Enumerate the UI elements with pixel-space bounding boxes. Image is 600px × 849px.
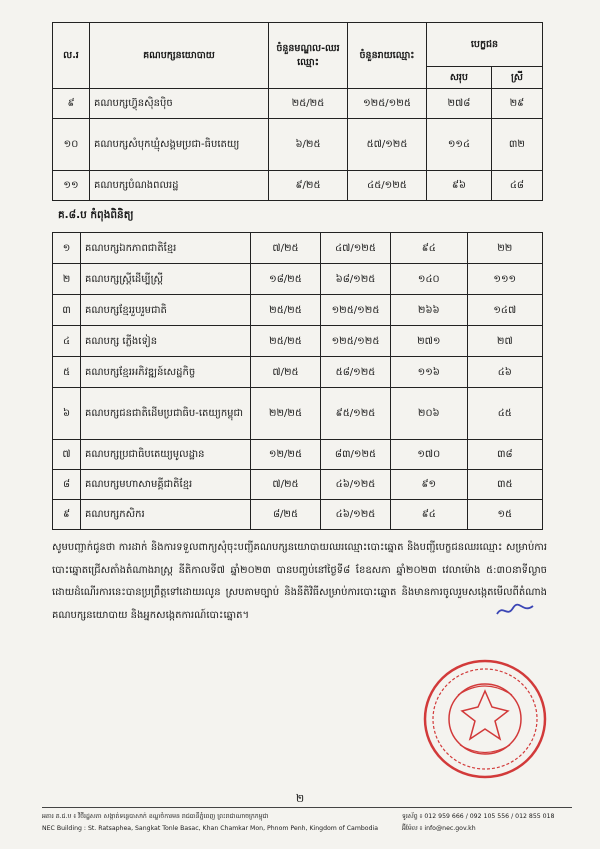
cell-female: ៤៥ xyxy=(467,388,542,440)
cell-no: ៩ xyxy=(53,89,90,119)
cell-female: ២៩ xyxy=(491,89,542,119)
cell-names: ៤៥/១២៥ xyxy=(348,171,427,201)
cell-total: ១៤០ xyxy=(391,264,468,295)
cell-total: ២៧៨ xyxy=(427,89,492,119)
cell-no: ១១ xyxy=(53,171,90,201)
cell-provinces: ២៥/២៥ xyxy=(269,89,348,119)
cell-female: ១១១ xyxy=(467,264,542,295)
cell-provinces: ៦/២៥ xyxy=(269,119,348,171)
table-row xyxy=(53,233,543,264)
cell-provinces: ៧/២៥ xyxy=(251,470,321,500)
footer-email: អ៊ីម៉ែល ៖ info@nec.gov.kh xyxy=(402,825,476,832)
cell-provinces: ២៥/២៥ xyxy=(251,326,321,357)
cell-names: ៥៧/១២៥ xyxy=(348,119,427,171)
table-row xyxy=(53,500,543,530)
table-row xyxy=(53,119,543,171)
footer-address-en: NEC Building : St. Ratsaphea, Sangkat Tonle Basac, Khan Chamkar Mon, Phnom Penh, Kingdom of Cambodia xyxy=(42,825,379,832)
cell-party: គណបក្សបំណងពលរដ្ឋ xyxy=(90,171,269,201)
cell-party: គណបក្សហ៊្វុនស៊ិនប៉ិច xyxy=(90,89,269,119)
candidates-table-approved xyxy=(52,22,543,201)
cell-names: ៤៦/១២៥ xyxy=(321,470,391,500)
cell-no: ៤ xyxy=(53,326,81,357)
cell-no: ១ xyxy=(53,233,81,264)
cell-female: ៣៥ xyxy=(467,470,542,500)
cell-female: ៤៨ xyxy=(491,171,542,201)
table-row xyxy=(53,440,543,470)
cell-names: ៦៨/១២៥ xyxy=(321,264,391,295)
header-no: ល.រ xyxy=(53,23,90,89)
cell-no: ៧ xyxy=(53,440,81,470)
cell-party: គណបក្សមហាសាមគ្គីជាតិខ្មែរ xyxy=(81,470,251,500)
footer-contact xyxy=(402,811,572,835)
header-provinces: ចំនួនមណ្ឌល-ឈរឈ្មោះ xyxy=(269,23,348,89)
cell-total: ២៦៦ xyxy=(391,295,468,326)
table-row xyxy=(53,326,543,357)
footer-address xyxy=(42,811,402,835)
cell-provinces: ១២/២៥ xyxy=(251,440,321,470)
header-names: ចំនួនរាយឈ្មោះ xyxy=(348,23,427,89)
cell-party: គណបក្សខ្មែរអភិវឌ្ឍន៍សេដ្ឋកិច្ច xyxy=(81,357,251,388)
table-row xyxy=(53,388,543,440)
cell-no: ២ xyxy=(53,264,81,295)
cell-no: ៣ xyxy=(53,295,81,326)
cell-provinces: ២២/២៥ xyxy=(251,388,321,440)
cell-names: ៩៥/១២៥ xyxy=(321,388,391,440)
cell-no: ១០ xyxy=(53,119,90,171)
candidates-table-reviewing xyxy=(52,232,543,530)
cell-party: គណបក្ស ភ្លើងទៀន xyxy=(81,326,251,357)
cell-names: ១២៥/១២៥ xyxy=(348,89,427,119)
cell-provinces: ២៥/២៥ xyxy=(251,295,321,326)
cell-names: ៨៣/១២៥ xyxy=(321,440,391,470)
header-candidates: បេក្ខជន xyxy=(427,23,543,67)
footer-address-km: អគារ គ.ជ.ប ៖ វិថីរដ្ឋសភា សង្កាត់ទន្លេបាសាក់ ខណ្ឌចំការមន រាជធានីភ្នំពេញ ព្រះរាជាណាចក្រកម្ពុជា xyxy=(42,813,269,820)
cell-total: ១១៤ xyxy=(427,119,492,171)
footer xyxy=(42,807,572,844)
cell-total: ២០៦ xyxy=(391,388,468,440)
cell-party: គណបក្សឯកភាពជាតិខ្មែរ xyxy=(81,233,251,264)
cell-no: ៥ xyxy=(53,357,81,388)
cell-names: ៥៨/១២៥ xyxy=(321,357,391,388)
cell-total: ១៧០ xyxy=(391,440,468,470)
cell-provinces: ១៨/២៥ xyxy=(251,264,321,295)
cell-party: គណបក្សកសិករ xyxy=(81,500,251,530)
cell-female: ១៥ xyxy=(467,500,542,530)
cell-names: ១២៥/១២៥ xyxy=(321,295,391,326)
cell-total: ៩១ xyxy=(391,470,468,500)
cell-provinces: ៧/២៥ xyxy=(251,357,321,388)
section-title: គ.៨.ប កំពុងពិនិត្យ xyxy=(58,209,134,221)
cell-party: គណបក្សស្ត្រីដើម្បីស្ត្រី xyxy=(81,264,251,295)
cell-total: ៩៤ xyxy=(391,233,468,264)
cell-names: ៤៦/១២៥ xyxy=(321,500,391,530)
cell-provinces: ៧/២៥ xyxy=(251,233,321,264)
cell-female: ៤៦ xyxy=(467,357,542,388)
cell-party: គណបក្សជនជាតិដើមប្រជាធិប-តេយ្យកម្ពុជា xyxy=(81,388,251,440)
header-total: សរុប xyxy=(427,67,492,89)
footer-phone: ទូរស័ព្ទ ៖ 012 959 666 / 092 105 556 / 012 855 018 xyxy=(402,813,555,820)
cell-female: ២៧ xyxy=(467,326,542,357)
closing-paragraph: សូមបញ្ជាក់ជូនថា ការដាក់ និងការទទួលពាក្យសុំចុះបញ្ជីគណបក្សនយោបាយឈរឈ្មោះបោះឆ្នោត និងបញ្ជីបេក្ខជនឈរឈ្មោះ សម្រាប់ការបោះឆ្នោតជ្រើសតាំងតំណាងរាស្ត្រ នីតិកាលទី៧ ឆ្នាំ២០២៣ បានបញ្ចប់នៅថ្ងៃទី៨ ខែឧសភា ឆ្នាំ២០២៣ វេលាម៉ោង ៥:៣០នាទីល្ងាច ដោយដំណើរការនេះបានប្រព្រឹត្តទៅដោយរលូន ស្របតាមច្បាប់ និងនីតិវិធីសម្រាប់ការបោះឆ្នោត និងមានការចូលរួមសង្កេតមើលពីតំណាងគណបក្សនយោបាយ និងអ្នកសង្កេតការណ៍បោះឆ្នោត។ xyxy=(52,542,547,621)
cell-names: ១២៥/១២៥ xyxy=(321,326,391,357)
page-number: ២ xyxy=(295,792,305,805)
header-party: គណបក្សនយោបាយ xyxy=(90,23,269,89)
cell-total: ១១៦ xyxy=(391,357,468,388)
table-row xyxy=(53,357,543,388)
cell-provinces: ៩/២៥ xyxy=(269,171,348,201)
cell-party: គណបក្សសំបុកឃ្មុំសង្គមប្រជា-ធិបតេយ្យ xyxy=(90,119,269,171)
cell-no: ៦ xyxy=(53,388,81,440)
cell-female: ២២ xyxy=(467,233,542,264)
cell-party: គណបក្សប្រជាធិបតេយ្យមូលដ្ឋាន xyxy=(81,440,251,470)
cell-no: ៩ xyxy=(53,500,81,530)
cell-total: ៩៤ xyxy=(391,500,468,530)
cell-party: គណបក្សខ្មែររួបរួមជាតិ xyxy=(81,295,251,326)
signature-mark xyxy=(495,600,535,620)
cell-provinces: ៨/២៥ xyxy=(251,500,321,530)
cell-names: ៤៧/១២៥ xyxy=(321,233,391,264)
cell-total: ២៧១ xyxy=(391,326,468,357)
cell-female: ១៤៧ xyxy=(467,295,542,326)
cell-female: ៣២ xyxy=(491,119,542,171)
table-row xyxy=(53,89,543,119)
table-row xyxy=(53,264,543,295)
table-row xyxy=(53,295,543,326)
header-female: ស្រី xyxy=(491,67,542,89)
official-seal-stamp xyxy=(420,655,550,783)
cell-female: ៣៨ xyxy=(467,440,542,470)
table-row xyxy=(53,470,543,500)
cell-no: ៨ xyxy=(53,470,81,500)
table-row xyxy=(53,171,543,201)
cell-total: ៩៦ xyxy=(427,171,492,201)
